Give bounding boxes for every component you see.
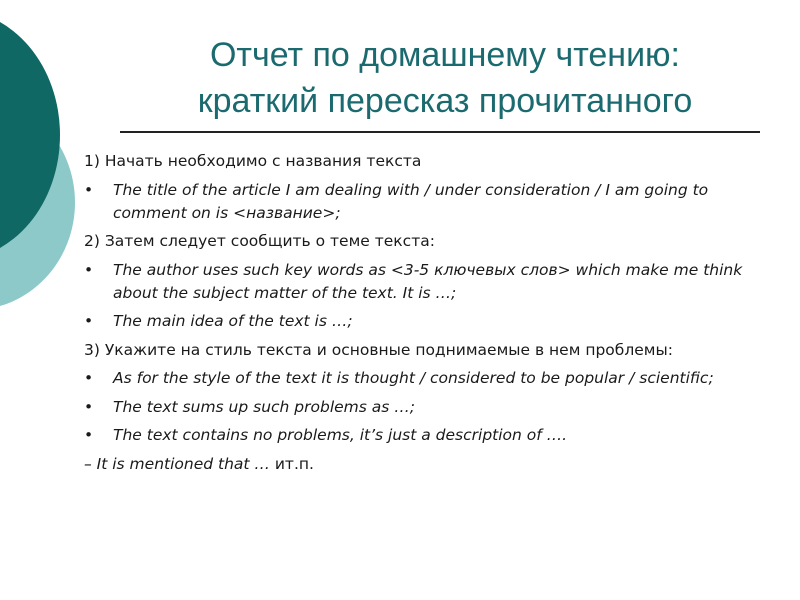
list-item	[84, 259, 756, 305]
bullet-icon: •	[84, 397, 94, 416]
bullet-icon: •	[84, 369, 94, 387]
content-list	[84, 150, 756, 476]
title-line-1: Отчет по домашнему чтению:	[209, 36, 681, 74]
bullet-icon: •	[84, 426, 94, 444]
list-item-text: The main idea of the text is …;	[113, 312, 353, 330]
list-item	[84, 367, 756, 390]
closing-line	[84, 453, 756, 476]
slide-title	[120, 32, 770, 124]
step-3: 3) Укажите на стиль текста и основные поднимаемые в нем проблемы:	[84, 340, 673, 359]
list-item-text: The author uses such key words as <3-5 ключевых слов> which make me think about the subject matter of the text. It is …;	[113, 260, 743, 302]
list-item-text: The text contains no problems, it’s just a description of ….	[113, 426, 568, 444]
step-1: 1) Начать необходимо с названия текста	[84, 152, 422, 170]
list-item	[84, 424, 756, 447]
title-line-2: краткий пересказ прочитанного	[197, 82, 693, 120]
list-item-text: The title of the article I am dealing with / under consideration / I am going to comment on is <название>;	[113, 180, 709, 222]
bullet-icon: •	[84, 312, 94, 330]
list-item	[84, 396, 756, 419]
closing-line-italic: – It is mentioned that …	[84, 454, 275, 473]
list-item	[84, 310, 756, 333]
bullet-icon: •	[84, 260, 94, 279]
closing-line-etc: ит.п.	[274, 454, 314, 473]
list-item	[84, 179, 756, 225]
title-divider	[120, 131, 760, 133]
list-item-text: As for the style of the text it is thought / considered to be popular / scientific;	[113, 369, 714, 387]
list-item-text: The text sums up such problems as …;	[113, 397, 416, 416]
step-2: 2) Затем следует сообщить о теме текста:	[84, 232, 435, 250]
bullet-icon: •	[84, 180, 94, 199]
